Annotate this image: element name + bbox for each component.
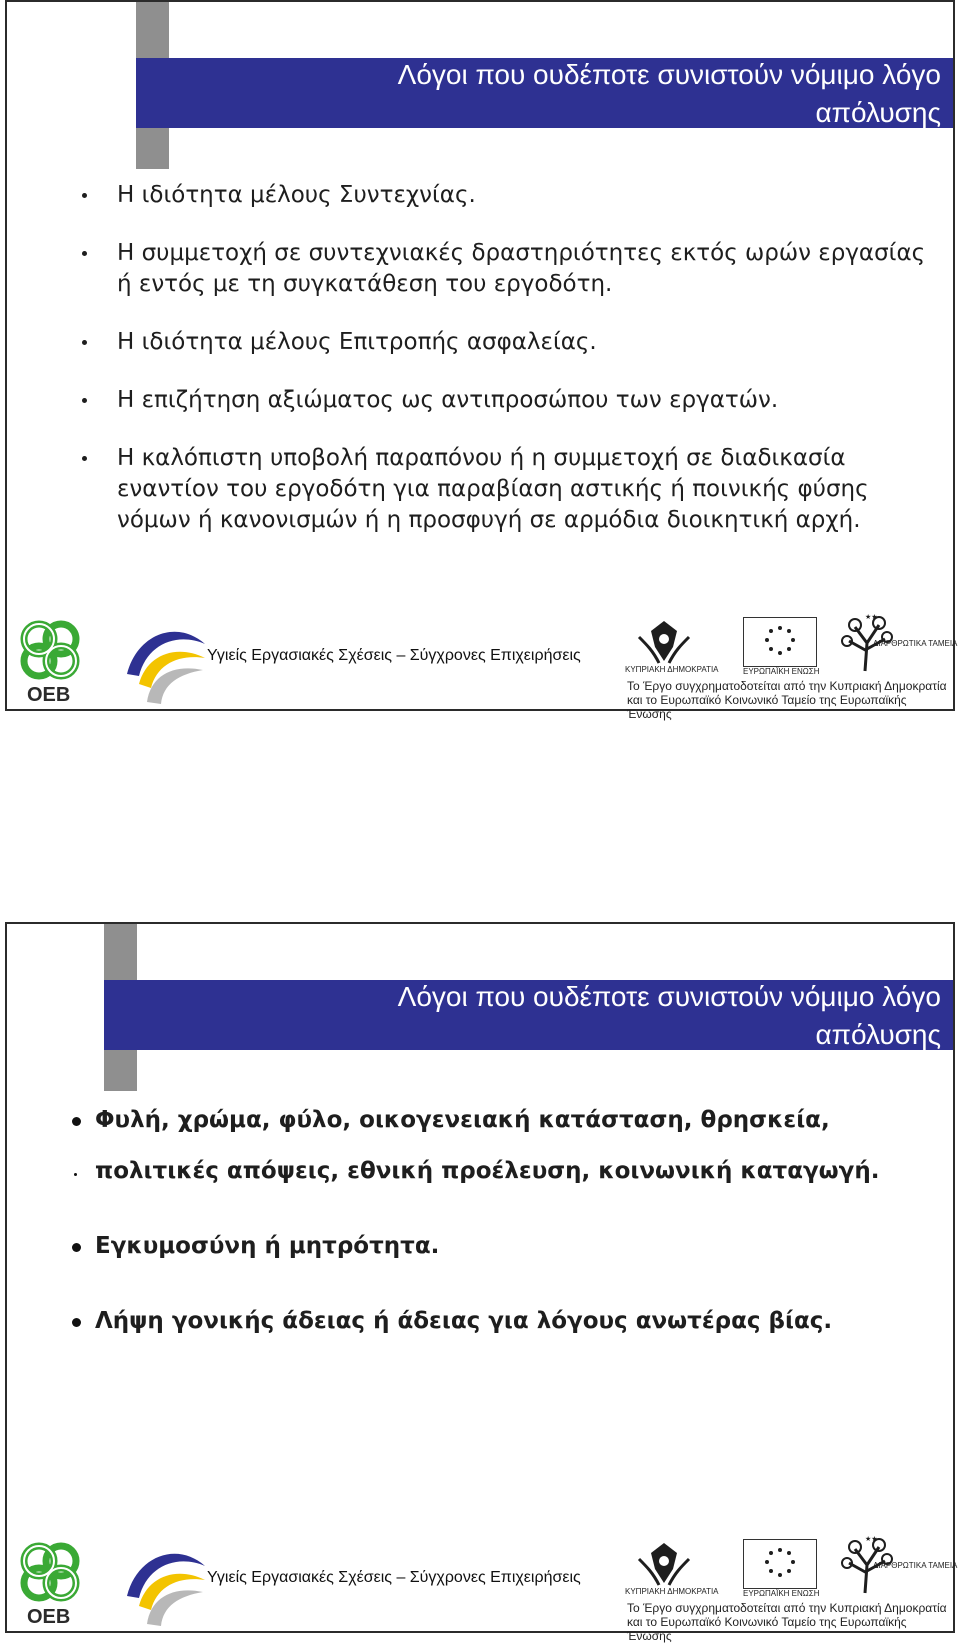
eu-caption: ΕΥΡΩΠΑΪΚΗ ΕΝΩΣΗ bbox=[743, 1589, 820, 1598]
title-line-1: Λόγοι που ουδέποτε συνιστούν νόμιμο λόγο bbox=[397, 59, 941, 90]
bullet-icon bbox=[82, 398, 87, 403]
list-item-text: Εγκυμοσύνη ή μητρότητα. bbox=[95, 1233, 440, 1259]
slide-1 bbox=[5, 0, 958, 721]
cyprus-caption: ΚΥΠΡΙΑΚΗ ΔΗΜΟΚΡΑΤΙΑ bbox=[625, 665, 719, 674]
list-item bbox=[0, 1105, 950, 1136]
cyprus-caption: ΚΥΠΡΙΑΚΗ ΔΗΜΟΚΡΑΤΙΑ bbox=[625, 1587, 719, 1596]
list-item bbox=[7, 443, 937, 536]
slide-footer bbox=[7, 609, 958, 721]
oeb-label: OEB bbox=[27, 1606, 71, 1628]
eu-caption: ΕΥΡΩΠΑΪΚΗ ΕΝΩΣΗ bbox=[743, 667, 820, 676]
list-item-text: Φυλή, χρώμα, φύλο, οικογενειακή κατάσταση, θρησκεία, bbox=[95, 1107, 830, 1133]
list-item bbox=[7, 327, 937, 358]
title-line-2: απόλυσης bbox=[815, 97, 941, 128]
bullet-icon bbox=[82, 193, 87, 198]
bullet-icon bbox=[72, 1243, 81, 1252]
list-item-text: πολιτικές απόψεις, εθνική προέλευση, κοινωνική καταγωγή. bbox=[95, 1158, 880, 1184]
list-item-text: Η συμμετοχή σε συντεχνιακές δραστηριότητες εκτός ωρών εργασίας ή εντός με τη συγκατάθεση του εργοδότη. bbox=[117, 240, 926, 297]
footer-slogan: Υγιείς Εργασιακές Σχέσεις – Σύγχρονες Επιχειρήσεις bbox=[207, 647, 581, 664]
cofunding-note bbox=[627, 1601, 951, 1643]
fund-caption: ΔΙΑΡΘΡΩΤΙΚΑ ΤΑΜΕΙΑ bbox=[873, 1561, 958, 1570]
list-item bbox=[0, 1306, 950, 1337]
title-line-2: απόλυσης bbox=[815, 1019, 941, 1050]
cofunding-line-2: και το Ευρωπαϊκό Κοινωνικό Ταμείο της Ευρωπαϊκής Ένωσης bbox=[627, 1615, 907, 1643]
list-item bbox=[7, 180, 937, 211]
list-item-text: Η επιζήτηση αξιώματος ως αντιπροσώπου των εργατών. bbox=[117, 387, 779, 413]
fund-caption: ΔΙΑΡΘΡΩΤΙΚΑ ΤΑΜΕΙΑ bbox=[873, 639, 958, 648]
bullet-icon bbox=[72, 1117, 81, 1126]
eu-flag-icon bbox=[743, 617, 817, 667]
bullet-icon bbox=[74, 1173, 77, 1176]
swoosh-logo-icon bbox=[117, 614, 207, 706]
bullet-icon bbox=[82, 456, 87, 461]
swoosh-logo-icon bbox=[117, 1536, 207, 1628]
bullet-icon bbox=[82, 251, 87, 256]
svg-text:★★: ★★ bbox=[865, 614, 878, 621]
bullet-icon bbox=[82, 340, 87, 345]
cofunding-line-1: Το Έργο συγχρηματοδοτείται από την Κυπριακή Δημοκρατία bbox=[627, 679, 947, 693]
list-item-text: Λήψη γονικής άδειας ή άδειας για λόγους ανωτέρας βίας. bbox=[95, 1308, 833, 1334]
list-item-text: Η καλόπιστη υποβολή παραπόνου ή η συμμετοχή σε διαδικασία εναντίον του εργοδότη για παραβίαση αστικής ή ποινικής φύσης νόμων ή κανονισμών ή η προσφυγή σε αρμόδια διοικητική αρχή. bbox=[117, 445, 869, 533]
slide-title bbox=[181, 56, 941, 132]
svg-text:★★: ★★ bbox=[865, 1536, 878, 1543]
cofunding-line-2: και το Ευρωπαϊκό Κοινωνικό Ταμείο της Ευρωπαϊκής Ένωσης bbox=[627, 693, 907, 721]
list-item bbox=[0, 1156, 950, 1187]
cofunding-line-1: Το Έργο συγχρηματοδοτείται από την Κυπριακή Δημοκρατία bbox=[627, 1601, 947, 1615]
list-item bbox=[0, 1231, 950, 1262]
title-line-1: Λόγοι που ουδέποτε συνιστούν νόμιμο λόγο bbox=[397, 981, 941, 1012]
list-item-text: Η ιδιότητα μέλους Συντεχνίας. bbox=[117, 182, 476, 208]
bullet-list bbox=[0, 1105, 950, 1337]
bullet-icon bbox=[72, 1318, 81, 1327]
bullet-list bbox=[7, 180, 937, 536]
cofunding-note bbox=[627, 679, 951, 721]
list-item-text: Η ιδιότητα μέλους Επιτροπής ασφαλείας. bbox=[117, 329, 597, 355]
eu-flag-icon bbox=[743, 1539, 817, 1589]
list-item bbox=[7, 385, 937, 416]
slide-title bbox=[181, 978, 941, 1054]
oeb-label: OEB bbox=[27, 684, 71, 706]
footer-slogan: Υγιείς Εργασιακές Σχέσεις – Σύγχρονες Επιχειρήσεις bbox=[207, 1569, 581, 1586]
slide-footer bbox=[7, 1531, 958, 1643]
list-item bbox=[7, 238, 937, 300]
